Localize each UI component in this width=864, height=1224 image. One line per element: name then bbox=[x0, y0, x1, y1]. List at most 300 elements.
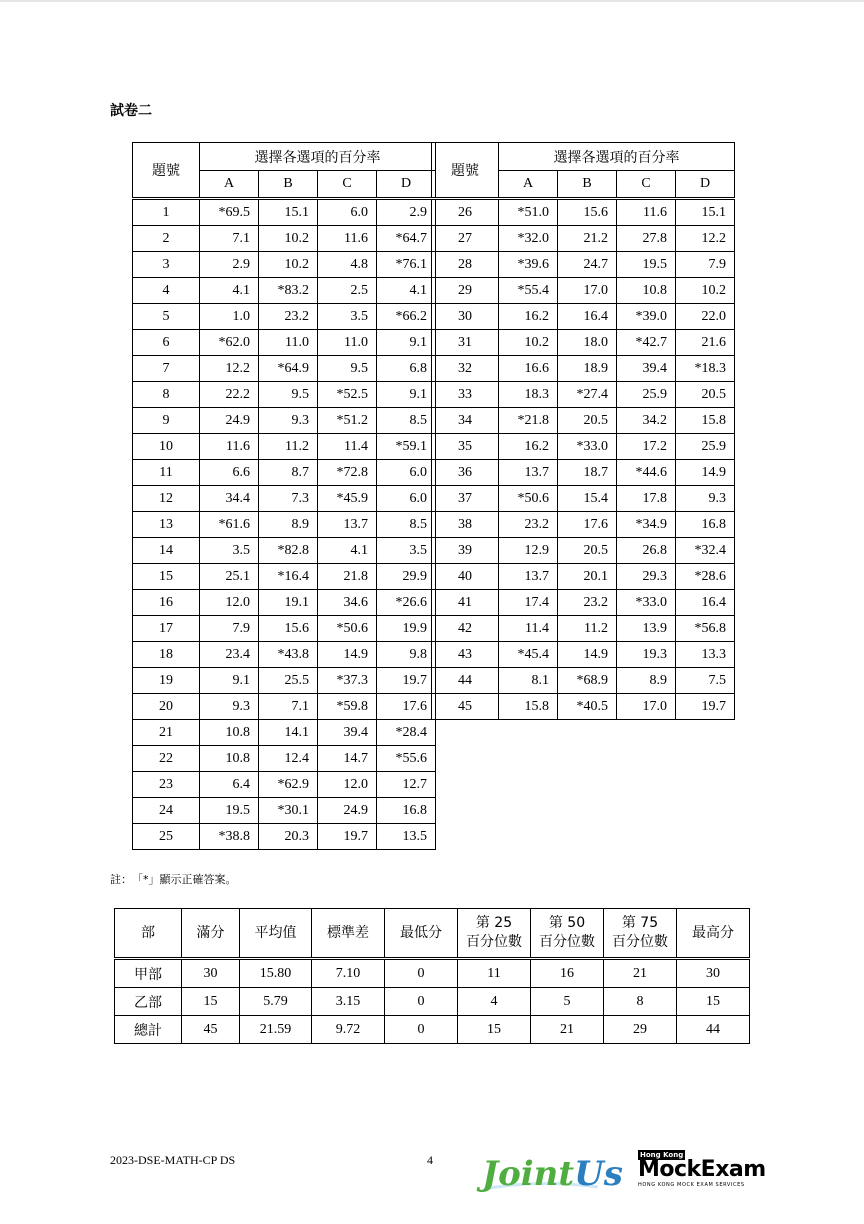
option-percent-cell: 10.8 bbox=[617, 278, 676, 304]
option-percent-cell: 3.5 bbox=[200, 538, 259, 564]
option-percent-cell: 17.6 bbox=[558, 512, 617, 538]
option-percent-cell: 21.2 bbox=[558, 226, 617, 252]
question-number-cell: 14 bbox=[133, 538, 200, 564]
option-percent-cell: 8.5 bbox=[377, 512, 436, 538]
option-percent-cell: *43.8 bbox=[259, 642, 318, 668]
answer-stats-table-right bbox=[431, 142, 735, 720]
table-row bbox=[432, 512, 735, 538]
option-percent-cell: 16.2 bbox=[499, 434, 558, 460]
question-number-cell: 12 bbox=[133, 486, 200, 512]
option-percent-cell: *42.7 bbox=[617, 330, 676, 356]
option-percent-cell: *83.2 bbox=[259, 278, 318, 304]
table-row bbox=[432, 668, 735, 694]
summary-header-line: 百分位數 bbox=[466, 934, 522, 950]
option-percent-cell: *30.1 bbox=[259, 798, 318, 824]
option-percent-cell: 24.9 bbox=[200, 408, 259, 434]
table-row bbox=[432, 564, 735, 590]
option-percent-cell: 15.6 bbox=[558, 199, 617, 226]
summary-header-cell bbox=[458, 909, 531, 959]
summary-value-cell: 0 bbox=[385, 988, 458, 1016]
option-percent-cell: *72.8 bbox=[318, 460, 377, 486]
question-number-cell: 1 bbox=[133, 199, 200, 226]
option-percent-cell: *59.1 bbox=[377, 434, 436, 460]
option-percent-cell: *21.8 bbox=[499, 408, 558, 434]
option-percent-cell: 7.9 bbox=[676, 252, 735, 278]
summary-header-line: 百分位數 bbox=[612, 934, 668, 950]
summary-value-cell: 11 bbox=[458, 959, 531, 988]
question-number-cell: 25 bbox=[133, 824, 200, 850]
summary-value-cell: 21 bbox=[531, 1016, 604, 1044]
option-percent-cell: *82.8 bbox=[259, 538, 318, 564]
question-number-cell: 7 bbox=[133, 356, 200, 382]
question-number-cell: 19 bbox=[133, 668, 200, 694]
option-percent-cell: 7.9 bbox=[200, 616, 259, 642]
table-row bbox=[133, 512, 436, 538]
summary-value-cell: 9.72 bbox=[312, 1016, 385, 1044]
option-percent-cell: 14.9 bbox=[318, 642, 377, 668]
question-number-cell: 17 bbox=[133, 616, 200, 642]
summary-header-cell bbox=[531, 909, 604, 959]
option-percent-cell: 23.2 bbox=[499, 512, 558, 538]
option-percent-cell: 18.9 bbox=[558, 356, 617, 382]
option-percent-cell: 12.9 bbox=[499, 538, 558, 564]
summary-header-line: 最低分 bbox=[400, 924, 442, 941]
option-percent-cell: 9.1 bbox=[377, 382, 436, 408]
option-percent-cell: 19.5 bbox=[200, 798, 259, 824]
page-top-edge bbox=[0, 0, 864, 2]
option-percent-cell: 11.0 bbox=[259, 330, 318, 356]
option-percent-cell: 24.9 bbox=[318, 798, 377, 824]
option-percent-cell: 7.5 bbox=[676, 668, 735, 694]
option-percent-cell: 34.6 bbox=[318, 590, 377, 616]
question-number-cell: 13 bbox=[133, 512, 200, 538]
summary-value-cell: 8 bbox=[604, 988, 677, 1016]
option-percent-cell: 9.1 bbox=[377, 330, 436, 356]
summary-value-cell: 4 bbox=[458, 988, 531, 1016]
summary-header-line: 平均值 bbox=[254, 924, 297, 941]
option-percent-cell: *51.2 bbox=[318, 408, 377, 434]
table-row bbox=[133, 798, 436, 824]
option-percent-cell: 10.2 bbox=[259, 226, 318, 252]
question-number-cell: 8 bbox=[133, 382, 200, 408]
table-row bbox=[133, 746, 436, 772]
option-percent-cell: 19.1 bbox=[259, 590, 318, 616]
option-percent-cell: 13.5 bbox=[377, 824, 436, 850]
option-percent-cell: *62.9 bbox=[259, 772, 318, 798]
option-percent-cell: 19.7 bbox=[676, 694, 735, 720]
option-percent-cell: 2.5 bbox=[318, 278, 377, 304]
option-percent-cell: *69.5 bbox=[200, 199, 259, 226]
correct-answer-note: 註： 「*」顯示正確答案。 bbox=[110, 873, 237, 886]
table-row bbox=[432, 538, 735, 564]
option-percent-cell: 11.6 bbox=[200, 434, 259, 460]
question-number-cell: 26 bbox=[432, 199, 499, 226]
table-row bbox=[432, 382, 735, 408]
question-number-cell: 21 bbox=[133, 720, 200, 746]
table-row bbox=[133, 694, 436, 720]
option-percent-cell: *27.4 bbox=[558, 382, 617, 408]
table-row bbox=[432, 694, 735, 720]
option-percent-cell: 3.5 bbox=[377, 538, 436, 564]
summary-header-line: 最高分 bbox=[692, 924, 734, 941]
question-number-cell: 23 bbox=[133, 772, 200, 798]
table-row bbox=[432, 460, 735, 486]
option-percent-cell: 29.3 bbox=[617, 564, 676, 590]
question-number-cell: 38 bbox=[432, 512, 499, 538]
question-number-cell: 35 bbox=[432, 434, 499, 460]
mockexam-logo-small: Hong Kong bbox=[640, 1151, 684, 1159]
table-row bbox=[133, 278, 436, 304]
option-percent-cell: 10.2 bbox=[676, 278, 735, 304]
option-percent-cell: 13.7 bbox=[499, 460, 558, 486]
option-percent-cell: 3.5 bbox=[318, 304, 377, 330]
table-row bbox=[432, 278, 735, 304]
option-percent-cell: *64.7 bbox=[377, 226, 436, 252]
option-percent-cell: 23.2 bbox=[259, 304, 318, 330]
summary-value-cell: 30 bbox=[182, 959, 240, 988]
table-row bbox=[432, 486, 735, 512]
question-number-cell: 4 bbox=[133, 278, 200, 304]
table-row bbox=[133, 538, 436, 564]
table-row bbox=[133, 408, 436, 434]
question-number-cell: 44 bbox=[432, 668, 499, 694]
option-percent-cell: 21.6 bbox=[676, 330, 735, 356]
answer-stats-table-left bbox=[132, 142, 436, 850]
option-percent-cell: 10.8 bbox=[200, 720, 259, 746]
option-percent-cell: 22.0 bbox=[676, 304, 735, 330]
option-percent-cell: 22.2 bbox=[200, 382, 259, 408]
option-d-header: D bbox=[676, 171, 735, 199]
jointus-logo-text: JointUs bbox=[482, 1154, 623, 1194]
option-percent-cell: 7.1 bbox=[200, 226, 259, 252]
option-percent-cell: *44.6 bbox=[617, 460, 676, 486]
table-row bbox=[133, 642, 436, 668]
table-row bbox=[133, 590, 436, 616]
option-percent-cell: 9.8 bbox=[377, 642, 436, 668]
table-row bbox=[133, 668, 436, 694]
table-row bbox=[133, 486, 436, 512]
option-percent-cell: 34.4 bbox=[200, 486, 259, 512]
option-percent-cell: *64.9 bbox=[259, 356, 318, 382]
question-number-cell: 6 bbox=[133, 330, 200, 356]
mockexam-logo bbox=[638, 1150, 778, 1192]
option-percent-cell: *55.6 bbox=[377, 746, 436, 772]
summary-header-cell bbox=[240, 909, 312, 959]
option-percent-cell: 12.0 bbox=[200, 590, 259, 616]
option-percent-cell: 4.8 bbox=[318, 252, 377, 278]
summary-value-cell: 7.10 bbox=[312, 959, 385, 988]
section-label-cell: 乙部 bbox=[115, 988, 182, 1016]
option-percent-cell: *51.0 bbox=[499, 199, 558, 226]
summary-header-line: 百分位數 bbox=[539, 934, 595, 950]
option-percent-cell: 15.6 bbox=[259, 616, 318, 642]
summary-value-cell: 16 bbox=[531, 959, 604, 988]
option-c-header: C bbox=[617, 171, 676, 199]
option-percent-cell: 9.3 bbox=[259, 408, 318, 434]
option-percent-cell: *28.4 bbox=[377, 720, 436, 746]
option-percent-cell: 15.1 bbox=[259, 199, 318, 226]
option-percent-cell: 39.4 bbox=[617, 356, 676, 382]
summary-value-cell: 5 bbox=[531, 988, 604, 1016]
option-percent-cell: 7.1 bbox=[259, 694, 318, 720]
table-row bbox=[432, 199, 735, 226]
option-percent-cell: 8.5 bbox=[377, 408, 436, 434]
option-percent-cell: 4.1 bbox=[200, 278, 259, 304]
option-percent-cell: *62.0 bbox=[200, 330, 259, 356]
option-percent-cell: 9.5 bbox=[259, 382, 318, 408]
option-percent-cell: 15.4 bbox=[558, 486, 617, 512]
question-number-cell: 42 bbox=[432, 616, 499, 642]
option-percent-cell: 10.2 bbox=[499, 330, 558, 356]
question-number-cell: 40 bbox=[432, 564, 499, 590]
paper-code: 2023-DSE-MATH-CP DS bbox=[110, 1153, 236, 1167]
summary-value-cell: 0 bbox=[385, 959, 458, 988]
summary-value-cell: 29 bbox=[604, 1016, 677, 1044]
summary-body bbox=[115, 959, 750, 1044]
question-number-cell: 34 bbox=[432, 408, 499, 434]
option-percent-cell: 14.9 bbox=[558, 642, 617, 668]
option-percent-cell: *37.3 bbox=[318, 668, 377, 694]
paper-title: 試卷二 bbox=[110, 103, 152, 119]
option-percent-cell: *32.0 bbox=[499, 226, 558, 252]
option-percent-cell: *40.5 bbox=[558, 694, 617, 720]
option-percent-cell: 12.7 bbox=[377, 772, 436, 798]
option-percent-cell: 21.8 bbox=[318, 564, 377, 590]
table-row bbox=[133, 356, 436, 382]
table-row bbox=[432, 226, 735, 252]
question-number-cell: 20 bbox=[133, 694, 200, 720]
option-percent-cell: *18.3 bbox=[676, 356, 735, 382]
option-percent-cell: 17.0 bbox=[558, 278, 617, 304]
option-percent-cell: *55.4 bbox=[499, 278, 558, 304]
option-percent-cell: 10.8 bbox=[200, 746, 259, 772]
question-number-cell: 33 bbox=[432, 382, 499, 408]
option-percent-cell: 17.4 bbox=[499, 590, 558, 616]
option-percent-cell: 17.8 bbox=[617, 486, 676, 512]
question-number-cell: 39 bbox=[432, 538, 499, 564]
summary-header-line: 第 25 bbox=[475, 915, 513, 931]
table-row bbox=[432, 408, 735, 434]
option-percent-cell: 20.1 bbox=[558, 564, 617, 590]
page-number: 4 bbox=[427, 1153, 433, 1167]
mockexam-logo-sub: HONG KONG MOCK EXAM SERVICES bbox=[638, 1182, 745, 1188]
summary-value-cell: 15 bbox=[677, 988, 750, 1016]
option-a-header: A bbox=[200, 171, 259, 199]
question-number-cell: 16 bbox=[133, 590, 200, 616]
option-percent-cell: *50.6 bbox=[318, 616, 377, 642]
option-percent-cell: 16.4 bbox=[558, 304, 617, 330]
summary-header-line: 部 bbox=[141, 924, 155, 941]
question-number-header: 題號 bbox=[133, 143, 200, 199]
option-percent-cell: 12.2 bbox=[200, 356, 259, 382]
table-row bbox=[133, 564, 436, 590]
option-percent-cell: 23.4 bbox=[200, 642, 259, 668]
option-percent-cell: 9.5 bbox=[318, 356, 377, 382]
option-percent-cell: 16.8 bbox=[377, 798, 436, 824]
option-percent-cell: 29.9 bbox=[377, 564, 436, 590]
option-percent-cell: 6.0 bbox=[377, 460, 436, 486]
option-percent-cell: 20.5 bbox=[558, 408, 617, 434]
question-number-cell: 5 bbox=[133, 304, 200, 330]
option-percent-cell: 9.1 bbox=[200, 668, 259, 694]
option-percent-cell: *45.9 bbox=[318, 486, 377, 512]
option-percent-cell: 13.7 bbox=[318, 512, 377, 538]
question-number-cell: 24 bbox=[133, 798, 200, 824]
table-row bbox=[133, 252, 436, 278]
question-number-cell: 15 bbox=[133, 564, 200, 590]
option-percent-cell: 34.2 bbox=[617, 408, 676, 434]
option-percent-cell: 10.2 bbox=[259, 252, 318, 278]
answer-stats-body-right bbox=[432, 199, 735, 720]
table-row bbox=[432, 356, 735, 382]
summary-header-row bbox=[115, 909, 750, 959]
question-number-cell: 32 bbox=[432, 356, 499, 382]
option-percent-cell: 6.0 bbox=[318, 199, 377, 226]
mockexam-logo-big: MockExam bbox=[638, 1157, 766, 1182]
summary-header-line: 第 75 bbox=[621, 915, 659, 931]
question-number-cell: 45 bbox=[432, 694, 499, 720]
option-percent-cell: 20.3 bbox=[259, 824, 318, 850]
option-percent-cell: 20.5 bbox=[558, 538, 617, 564]
option-percent-cell: 18.0 bbox=[558, 330, 617, 356]
option-percent-cell: 6.4 bbox=[200, 772, 259, 798]
table-row bbox=[432, 252, 735, 278]
answer-stats-body-left bbox=[133, 199, 436, 850]
option-percent-cell: *26.6 bbox=[377, 590, 436, 616]
option-percent-cell: 25.5 bbox=[259, 668, 318, 694]
summary-header-cell bbox=[385, 909, 458, 959]
option-percent-cell: 16.6 bbox=[499, 356, 558, 382]
question-number-cell: 37 bbox=[432, 486, 499, 512]
table-row bbox=[432, 304, 735, 330]
option-percent-cell: 11.2 bbox=[259, 434, 318, 460]
option-percent-cell: 11.4 bbox=[499, 616, 558, 642]
table-row bbox=[133, 304, 436, 330]
option-percent-cell: *52.5 bbox=[318, 382, 377, 408]
option-percent-cell: *45.4 bbox=[499, 642, 558, 668]
option-percent-cell: 25.1 bbox=[200, 564, 259, 590]
option-percent-cell: 13.3 bbox=[676, 642, 735, 668]
question-number-cell: 3 bbox=[133, 252, 200, 278]
summary-header-line: 標準差 bbox=[327, 924, 369, 941]
table-row bbox=[432, 616, 735, 642]
question-number-cell: 41 bbox=[432, 590, 499, 616]
summary-value-cell: 15.80 bbox=[240, 959, 312, 988]
option-percent-cell: 13.7 bbox=[499, 564, 558, 590]
option-percent-cell: 25.9 bbox=[676, 434, 735, 460]
score-summary-table bbox=[114, 908, 750, 1044]
option-percent-cell: *61.6 bbox=[200, 512, 259, 538]
summary-value-cell: 5.79 bbox=[240, 988, 312, 1016]
option-percent-cell: *38.8 bbox=[200, 824, 259, 850]
option-percent-cell: 4.1 bbox=[377, 278, 436, 304]
option-percent-cell: 14.7 bbox=[318, 746, 377, 772]
option-percent-cell: 1.0 bbox=[200, 304, 259, 330]
option-percent-cell: 18.7 bbox=[558, 460, 617, 486]
option-percent-cell: 2.9 bbox=[377, 199, 436, 226]
table-row bbox=[133, 434, 436, 460]
question-number-header: 題號 bbox=[432, 143, 499, 199]
option-percent-cell: 26.8 bbox=[617, 538, 676, 564]
summary-value-cell: 30 bbox=[677, 959, 750, 988]
option-percent-cell: 19.9 bbox=[377, 616, 436, 642]
option-percent-cell: 24.7 bbox=[558, 252, 617, 278]
option-percent-cell: 19.5 bbox=[617, 252, 676, 278]
table-row bbox=[432, 590, 735, 616]
option-percent-cell: 11.6 bbox=[617, 199, 676, 226]
summary-value-cell: 15 bbox=[182, 988, 240, 1016]
question-number-cell: 30 bbox=[432, 304, 499, 330]
question-number-cell: 29 bbox=[432, 278, 499, 304]
question-number-cell: 11 bbox=[133, 460, 200, 486]
summary-header-cell bbox=[677, 909, 750, 959]
option-percent-cell: *16.4 bbox=[259, 564, 318, 590]
option-c-header: C bbox=[318, 171, 377, 199]
summary-value-cell: 0 bbox=[385, 1016, 458, 1044]
option-percent-cell: 25.9 bbox=[617, 382, 676, 408]
option-percent-cell: *59.8 bbox=[318, 694, 377, 720]
question-number-cell: 22 bbox=[133, 746, 200, 772]
option-percent-cell: 8.9 bbox=[617, 668, 676, 694]
table-row bbox=[133, 824, 436, 850]
option-percent-cell: 18.3 bbox=[499, 382, 558, 408]
question-number-cell: 43 bbox=[432, 642, 499, 668]
option-percent-cell: 16.8 bbox=[676, 512, 735, 538]
option-percent-cell: 8.7 bbox=[259, 460, 318, 486]
summary-header-line: 滿分 bbox=[196, 924, 225, 941]
summary-header-cell bbox=[604, 909, 677, 959]
jointus-logo-mark bbox=[480, 1143, 623, 1199]
option-percentage-header: 選擇各選項的百分率 bbox=[200, 143, 436, 171]
option-percent-cell: 11.6 bbox=[318, 226, 377, 252]
summary-value-cell: 45 bbox=[182, 1016, 240, 1044]
question-number-cell: 28 bbox=[432, 252, 499, 278]
table-row bbox=[432, 434, 735, 460]
question-number-cell: 27 bbox=[432, 226, 499, 252]
table-row bbox=[115, 988, 750, 1016]
option-percent-cell: *76.1 bbox=[377, 252, 436, 278]
option-percent-cell: *56.8 bbox=[676, 616, 735, 642]
question-number-cell: 9 bbox=[133, 408, 200, 434]
question-number-cell: 18 bbox=[133, 642, 200, 668]
option-percent-cell: 15.8 bbox=[499, 694, 558, 720]
option-percent-cell: 6.6 bbox=[200, 460, 259, 486]
option-percent-cell: 4.1 bbox=[318, 538, 377, 564]
option-percent-cell: *34.9 bbox=[617, 512, 676, 538]
question-number-cell: 36 bbox=[432, 460, 499, 486]
summary-header-cell bbox=[115, 909, 182, 959]
option-percent-cell: *39.6 bbox=[499, 252, 558, 278]
option-percent-cell: 39.4 bbox=[318, 720, 377, 746]
option-percent-cell: 12.2 bbox=[676, 226, 735, 252]
question-number-cell: 31 bbox=[432, 330, 499, 356]
option-percent-cell: 12.4 bbox=[259, 746, 318, 772]
option-percent-cell: 19.3 bbox=[617, 642, 676, 668]
option-d-header: D bbox=[377, 171, 436, 199]
table-row bbox=[432, 330, 735, 356]
summary-value-cell: 15 bbox=[458, 1016, 531, 1044]
summary-header-cell bbox=[312, 909, 385, 959]
option-percentage-header: 選擇各選項的百分率 bbox=[499, 143, 735, 171]
summary-header-line: 第 50 bbox=[548, 915, 586, 931]
table-row bbox=[133, 720, 436, 746]
option-percent-cell: 14.1 bbox=[259, 720, 318, 746]
table-row bbox=[133, 460, 436, 486]
option-b-header: B bbox=[558, 171, 617, 199]
option-percent-cell: 16.2 bbox=[499, 304, 558, 330]
option-percent-cell: 11.0 bbox=[318, 330, 377, 356]
table-row bbox=[432, 642, 735, 668]
